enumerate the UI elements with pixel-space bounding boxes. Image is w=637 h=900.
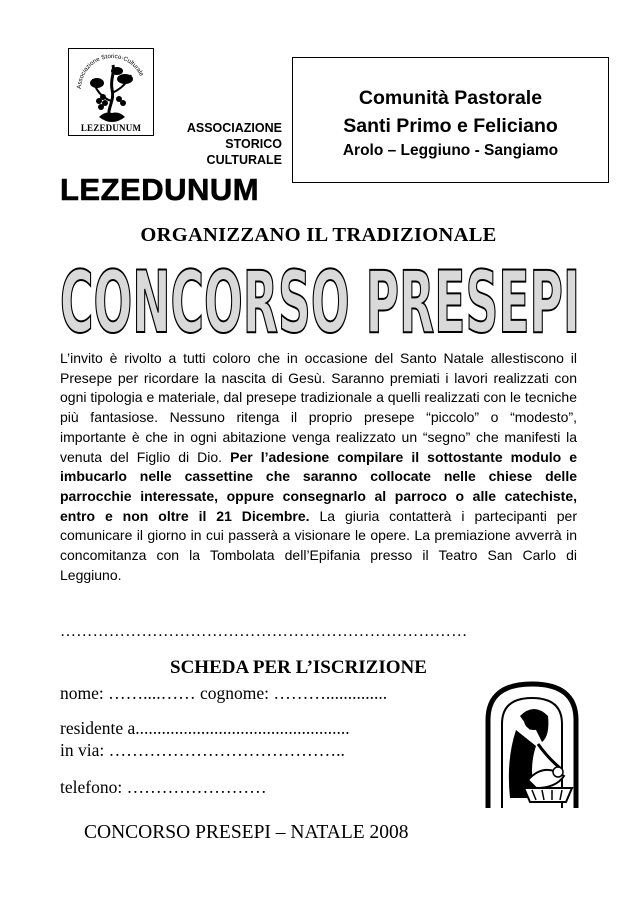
phone-field-row: telefono: …………………… bbox=[60, 777, 267, 797]
invitation-intro: L’invito è rivolto a tutti coloro che in occasione del Santo Natale allestiscono il Presepe per ricordare la nascita di Gesù. Saranno premiati i lavori realizzati con ogni tipologia e materiale, dal presepe tradizionale a quelli realizzati con le tecniche più fantasiose. Nessuno ritenga il proprio presepe “piccolo” o “modesto”, importante è che in ogni abitazione venga realizzato un “segno” che manifesti la venuta del Figlio di Dio. bbox=[60, 350, 577, 465]
contest-title-text: CONCORSO PRESEPI bbox=[60, 254, 580, 342]
logo-arc-text: Associazione Storico-Culturale bbox=[75, 52, 145, 90]
association-logo bbox=[68, 48, 154, 136]
cut-line: ………………………………………………………………… bbox=[60, 623, 468, 640]
community-line-2: Santi Primo e Feliciano bbox=[343, 115, 558, 137]
community-line-3: Arolo – Leggiuno - Sangiamo bbox=[342, 142, 559, 159]
community-box bbox=[292, 57, 609, 183]
organize-heading: ORGANIZZANO IL TRADIZIONALE bbox=[140, 224, 497, 246]
association-line-1: ASSOCIAZIONE bbox=[186, 121, 282, 135]
street-field-row: in via: ………………………………….. bbox=[60, 740, 345, 760]
footer-title: CONCORSO PRESEPI – NATALE 2008 bbox=[84, 822, 409, 843]
association-name: LEZEDUNUM bbox=[60, 172, 260, 207]
association-line-2: STORICO bbox=[225, 137, 282, 151]
association-descriptor bbox=[160, 120, 282, 168]
community-line-1: Comunità Pastorale bbox=[358, 87, 543, 109]
logo-label: LEZEDUNUM bbox=[80, 123, 142, 133]
nativity-icon bbox=[476, 680, 588, 810]
invitation-instructions: Per l’adesione compilare il sottostante modulo e imbucarlo nelle cassettine che saranno collocate nelle chiese delle parrocchie interessate, oppure consegnarlo al parroco o alle catechiste, entro e non oltre il 21 Dicembre. bbox=[60, 448, 578, 524]
contest-title bbox=[58, 254, 582, 342]
invitation-text bbox=[60, 349, 577, 585]
name-field-row: nome: ……....…… cognome: ……….............. bbox=[60, 683, 388, 703]
association-line-3: CULTURALE bbox=[206, 153, 282, 167]
invitation-jury: La giuria contatterà i partecipanti per comunicare il giorno in cui passerà a visionare le opere. La premiazione avverrà in concomitanza con la Tombolata dell’Epifania presso il Teatro San Carlo di Leggiuno. bbox=[60, 507, 578, 583]
form-title: SCHEDA PER L’ISCRIZIONE bbox=[170, 657, 427, 678]
residence-field-row: residente a................................................. bbox=[60, 718, 350, 738]
